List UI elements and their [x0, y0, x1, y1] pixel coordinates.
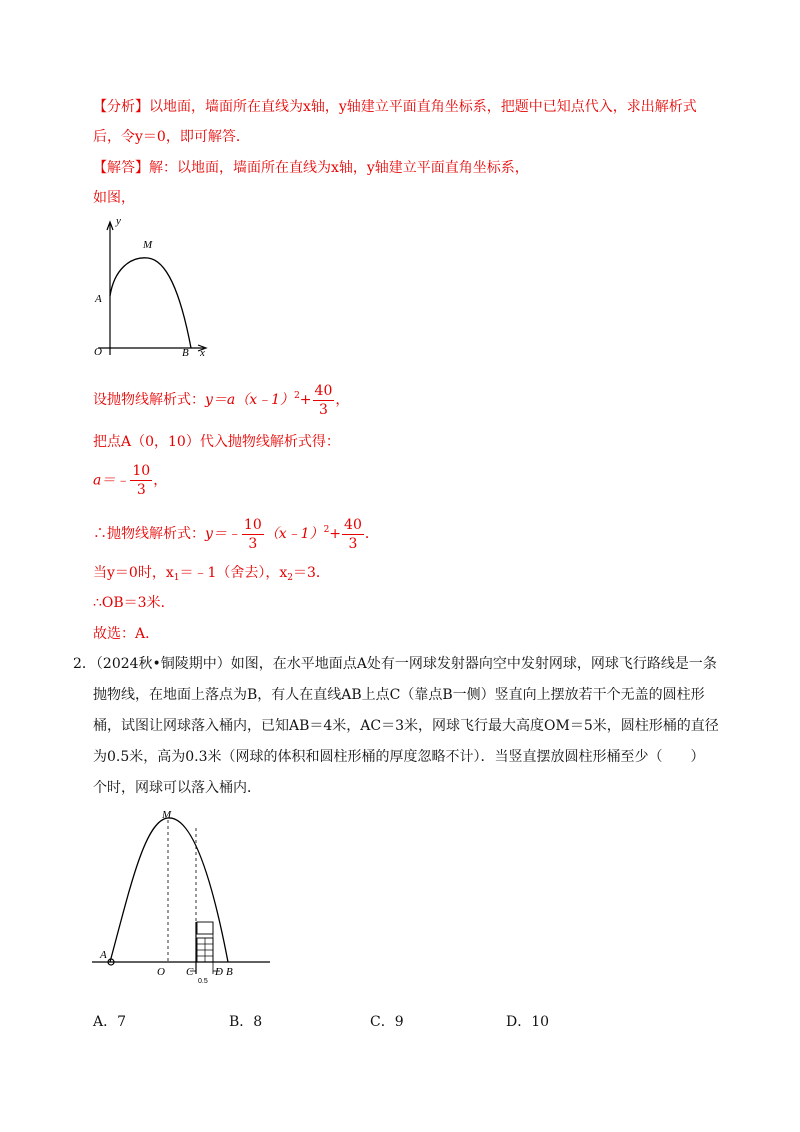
fraction-40-3 [342, 516, 364, 553]
set-expr-prefix: 设抛物线解析式： [93, 392, 205, 408]
label-C: C [186, 966, 194, 978]
numerator: 10 [132, 463, 151, 479]
label-M: M [143, 239, 153, 251]
exponent: 2 [294, 391, 300, 401]
set-expression [93, 378, 349, 419]
numerator: 40 [314, 382, 333, 399]
question2-line-1 [73, 654, 717, 674]
label-B: B [226, 966, 233, 978]
set-expr-body: y＝a（x﹣1） [205, 392, 295, 408]
when-y0-line [93, 563, 330, 588]
label-O: O [157, 966, 165, 978]
eq3: ＝3． [293, 565, 330, 581]
analysis-line-1 [93, 97, 697, 117]
when-y0: 当y＝0时，x [93, 565, 174, 581]
label-x: x [200, 347, 205, 359]
plus-sign: + [299, 392, 312, 408]
denominator: 3 [318, 401, 328, 418]
choice-line: 故选：A． [93, 626, 160, 642]
denominator: 3 [136, 482, 146, 498]
solution-line-1 [93, 158, 529, 178]
substitute-line: 把点A（0，10）代入抛物线解析式得： [93, 434, 340, 450]
option-b[interactable]: B．8 [229, 1014, 263, 1030]
y-eq: y＝﹣ [205, 526, 241, 542]
period: ． [364, 526, 379, 542]
option-d[interactable]: D．10 [506, 1014, 550, 1030]
question2-line-2: 抛物线，在地面上落点为B，有人在直线AB上点C（靠点B一侧）竖直向上摆放若干个无盖的圆柱形 [93, 687, 705, 703]
comma: ， [335, 392, 350, 408]
bucket-top [197, 922, 213, 934]
fraction-10-3 [130, 462, 152, 499]
question-text-1: （2024秋•铜陵期中）如图，在水平地面点A处有一网球发射器向空中发射网球，网球飞行路线是一条 [95, 656, 717, 672]
trajectory-curve [110, 818, 228, 962]
label-M: M [162, 809, 172, 821]
option-a[interactable]: A．7 [93, 1014, 127, 1030]
label-0-5: 0.5 [198, 978, 208, 985]
exponent: 2 [323, 525, 330, 535]
analysis-tag: 【分析】 [93, 99, 149, 115]
question-number: 2． [73, 656, 96, 672]
denominator: 3 [248, 535, 258, 552]
label-A: A [95, 293, 102, 305]
subscript-1: 1 [173, 573, 180, 583]
comma: ， [153, 472, 168, 489]
question2-line-3: 桶，试图让网球落入桶内，已知AB＝4米，AC＝3米，网球飞行最大高度OM＝5米，圆柱形桶的直径 [93, 718, 719, 734]
numerator: 10 [243, 516, 262, 533]
label-D: D [215, 966, 223, 978]
label-y: y [116, 215, 121, 227]
factor: （x﹣1） [264, 526, 324, 542]
numerator: 40 [344, 516, 362, 533]
label-B: B [182, 347, 189, 359]
analysis-text-1: 以地面，墙面所在直线为x轴，y轴建立平面直角坐标系，把题中已知点代入，求出解析式 [149, 99, 697, 115]
option-c[interactable]: C．9 [370, 1014, 404, 1030]
solution-as-figure: 如图， [93, 190, 135, 206]
label-O: O [94, 346, 102, 358]
fraction-10-3 [242, 516, 264, 553]
question2-line-5: 个时，网球可以落入桶内． [93, 780, 261, 796]
parabola-curve [110, 258, 191, 348]
solution-tag: 【解答】 [93, 160, 149, 176]
subscript-2: 2 [287, 573, 293, 583]
label-A: A [100, 949, 107, 961]
a-eq: a＝﹣ [93, 472, 130, 489]
solution-intro: 解：以地面，墙面所在直线为x轴，y轴建立平面直角坐标系， [149, 160, 529, 176]
mid-text: ＝﹣1（舍去），x [179, 565, 288, 581]
ob-line: ∴OB＝3米． [93, 595, 175, 611]
parabola-figure-1 [88, 210, 220, 360]
fraction-40-3 [313, 382, 335, 419]
plus-sign: + [329, 526, 342, 542]
therefore-prefix: ∴抛物线解析式： [93, 526, 205, 542]
analysis-line-2: 后，令y＝0，即可解答． [93, 129, 250, 145]
denominator: 3 [348, 535, 358, 552]
a-value [93, 462, 167, 499]
therefore-expression [93, 512, 379, 553]
parabola-figure-2 [90, 808, 280, 988]
question2-line-4: 为0.5米，高为0.3米（网球的体积和圆柱形桶的厚度忽略不计）．当竖直摆放圆柱形桶至少（ ） [93, 749, 705, 765]
